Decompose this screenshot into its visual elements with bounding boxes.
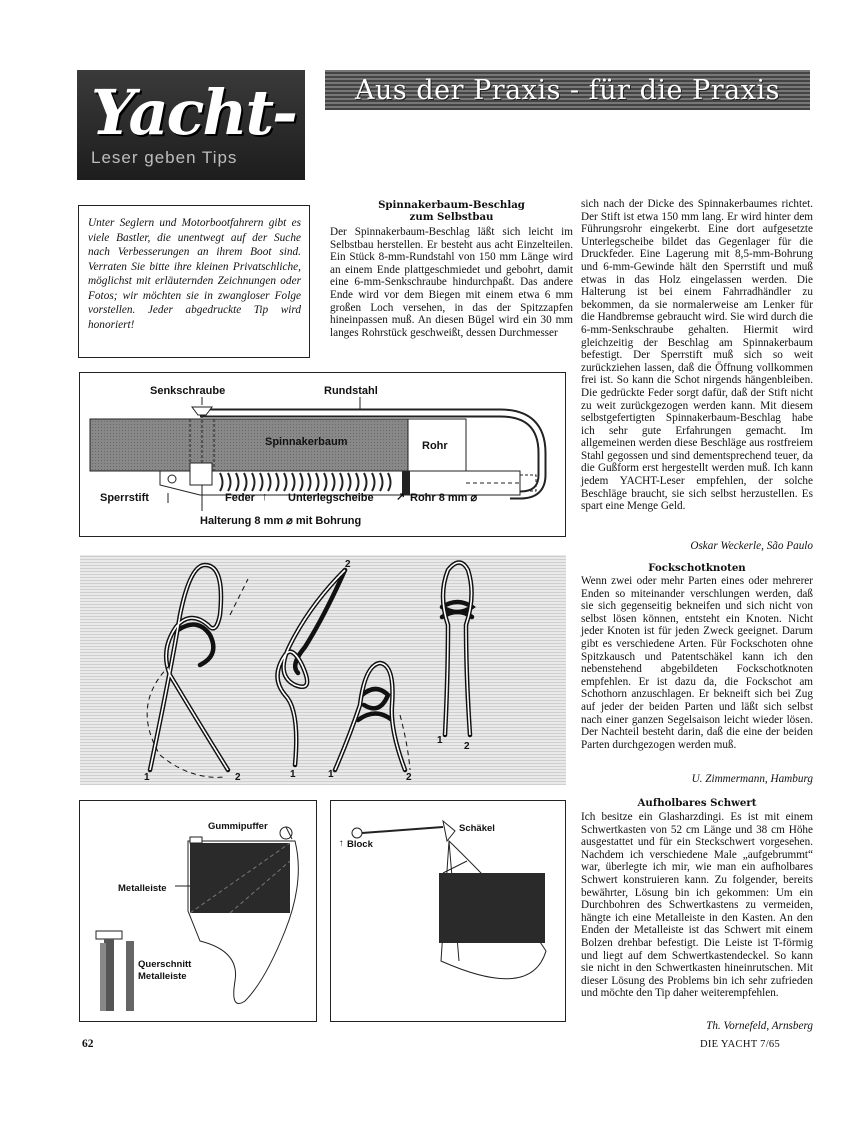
label-spinnakerbaum: Spinnakerbaum [265, 436, 348, 448]
spinnaker-text-part2: sich nach der Dicke des Spinnakerbaumes richtet. Der Stift ist etwa 150 mm lang. Er wird hinter dem Führungsrohr eingekerbt. Eine dort aufgesetzte Unterlegscheibe bildet das Gegenlager für die Druckfeder. Eine Lagerung mit 8,5-mm-Bohrung und 6-mm-Gewinde hält den Sperrstift und muß etwas in das Holz eingelassen werden. Die Halterung ist bei einem Fahrradhändler zu bekommen, da sie normalerweise am Lenker für die Handbremse gebraucht wird. Sie wird durch die 6-mm-Senkschraube gehalten. Hiermit wird gleichzeitig der Beschlag am Spinnakerbaum befestigt. Der Sperrstift muß sich so weit zurückziehen lassen, daß die Öffnung vollkommen frei ist. So kann die Schot nirgends hängenbleiben. Die gedrückte Feder sorgt dafür, daß der Stift nicht zu weit zurückgezogen werden kann. Mit diesem selbstgefertigten Spinnakerbaum-Beschlag habe ich sehr gute Erfahrungen gemacht. Im allgemeinen werden diese Beschläge aus rostfreiem Stahl gegossen und sind dementsprechend teuer, da die Gußform erst hergestellt werden muß. Ich kann jedem YACHT-Leser empfehlen, der solche Beschläge braucht, sie sich selbst herzustellen. Es spart eine Menge Geld. [581, 198, 813, 513]
label-senkschraube: Senkschraube [150, 385, 226, 397]
banner-title: Aus der Praxis - für die Praxis [355, 74, 780, 106]
centerboard-case-b [439, 873, 545, 943]
knot1-label-1: 1 [144, 772, 150, 783]
title-line-2: zum Selbstbau [409, 211, 494, 223]
label-metalleiste: Metalleiste [118, 883, 167, 894]
logo-word: Yacht- [91, 76, 296, 149]
label-rundstahl: Rundstahl [324, 385, 378, 397]
knot4-label-2: 2 [464, 741, 470, 752]
spinnaker-article-title [330, 199, 573, 223]
label-sperrstift: Sperrstift [100, 492, 149, 504]
centerboard-diagram-b [330, 800, 566, 1022]
knot3-label-2: 2 [406, 772, 412, 783]
issue-label: DIE YACHT 7/65 [700, 1039, 781, 1050]
label-rohr-8mm: Rohr 8 mm ⌀ [410, 492, 478, 504]
knot-diagram [80, 555, 566, 785]
label-block: Block [347, 839, 373, 850]
fockschot-signature: U. Zimmermann, Hamburg [691, 773, 813, 785]
spinnaker-text-part1: Der Spinnakerbaum-Beschlag läßt sich leicht im Selbstbau herstellen. Er besteht aus acht Einzelteilen. Ein Stück 8-mm-Rundstahl von 150 mm Länge wird an einem Ende plattgeschmiedet und gebohrt, damit eine 6-mm-Senkschraube hindurchpaßt. Das andere Ende wird vor dem Biegen mit einem etwa 6 mm großen Loch versehen, in das der Spitzzapfen hineinpassen muß. An diesen Bügel wird ein 30 mm langes Rohrstück geschweißt, dessen Durchmesser [330, 226, 573, 339]
svg-text:↑: ↑ [339, 838, 344, 849]
label-rohr: Rohr [422, 440, 448, 452]
label-querschnitt: Querschnitt [138, 959, 192, 970]
intro-box [78, 205, 310, 358]
label-metalleiste-2: Metalleiste [138, 971, 187, 982]
yacht-logo [77, 70, 305, 180]
logo-subtitle: Leser geben Tips [91, 148, 238, 167]
knot2-label-2: 2 [345, 559, 351, 570]
knot4-label-1: 1 [437, 735, 443, 746]
section-banner [325, 70, 810, 110]
knot-step-2 [278, 570, 346, 765]
knot2-label-1: 1 [290, 769, 296, 780]
label-unterlegscheibe: Unterlegscheibe [288, 492, 374, 504]
t-profile [96, 931, 122, 939]
schwert-article-title: Aufholbares Schwert [637, 797, 757, 809]
intro-text: Unter Seglern und Motorbootfahrern gibt es viele Bastler, die unentwegt auf der Suche nach Verbesserungen an ihrem Boot sind. Verraten Sie bitte ihre kleinen Privatschliche, möglichst mit erläuternden Zeichnungen oder Fotos; wir möchten sie in zwangloser Folge vorstellen. Jeder abgedruckte Tip wird honoriert! [88, 217, 301, 331]
knot1-label-2: 2 [235, 772, 241, 783]
label-gummipuffer: Gummipuffer [208, 821, 268, 832]
fockschot-text: Wenn zwei oder mehr Parten eines oder mehrerer Enden so miteinander verschlungen werden, daß sie sich gegenseitig bekneifen und sich nicht von selbst lösen können, entsteht ein Knoten. Nicht jeder Knoten ist für jeden Zweck geeignet. Darum gibt es verschiedene Arten. Für Fockschoten ohne Spitzkausch und Patentschäkel kann ich den nebenstehend abgebildeten Fockschotknoten empfehlen. Er ist dazu da, die Fockschot am Schothorn anzuschlagen. Er bekneift sich bei Zug auf jeder der beiden Parten und läßt sich selbst nach einer ganzen Segelsaison leicht wieder lösen. Der Nachteil besteht darin, daß die eine der beiden Parten durchgezogen werden muß. [581, 575, 813, 751]
centerboard-case [190, 843, 290, 913]
spinnaker-signature: Oskar Weckerle, São Paulo [690, 540, 813, 552]
spinnaker-boom [90, 419, 408, 471]
knot3-label-1: 1 [328, 769, 334, 780]
schwert-signature: Th. Vornefeld, Arnsberg [706, 1020, 813, 1032]
label-schaekel: Schäkel [459, 823, 495, 834]
label-halterung: Halterung 8 mm ⌀ mit Bohrung [200, 515, 362, 527]
page-number: 62 [82, 1038, 94, 1050]
centerboard-diagram-a [79, 800, 317, 1022]
schwert-text: Ich besitze ein Glasharzdingi. Es ist mit einem Schwertkasten von 52 cm Länge und 38 cm Höhe ausgestattet und für ein Steckschwert vorgesehen. Nachdem ich verschiedene Male „aufgebrummt“ war, überlegte ich mir, wie man ein aufholbares Schwert konstruieren kann. Zu folgender, bereits bewährter, Lösung bin ich gekommen: Um ein Durchbohren des Schwertkastens zu vermeiden, hängte ich eine Metalleiste in den Kasten. An den Enden der Metalleiste ist das Schwert mit einem Bolzen drehbar befestigt. Die Leiste ist T-förmig und liegt auf dem Schwertkastendeckel. So kann sie nicht in den Schwertkasten hineinrutschen. Mit dieser Lösung des Problems bin ich sehr zufrieden und möchte den Tip daher weiterempfehlen. [581, 811, 813, 1000]
knot-step-1 [150, 565, 228, 770]
fockschot-article-title: Fockschotknoten [648, 562, 746, 574]
svg-text:↗: ↗ [396, 491, 406, 503]
spinnaker-fitting-diagram [79, 372, 566, 537]
title-line-1: Spinnakerbaum-Beschlag [378, 199, 525, 211]
svg-text:↑: ↑ [262, 491, 268, 503]
label-feder: Feder [225, 492, 255, 504]
